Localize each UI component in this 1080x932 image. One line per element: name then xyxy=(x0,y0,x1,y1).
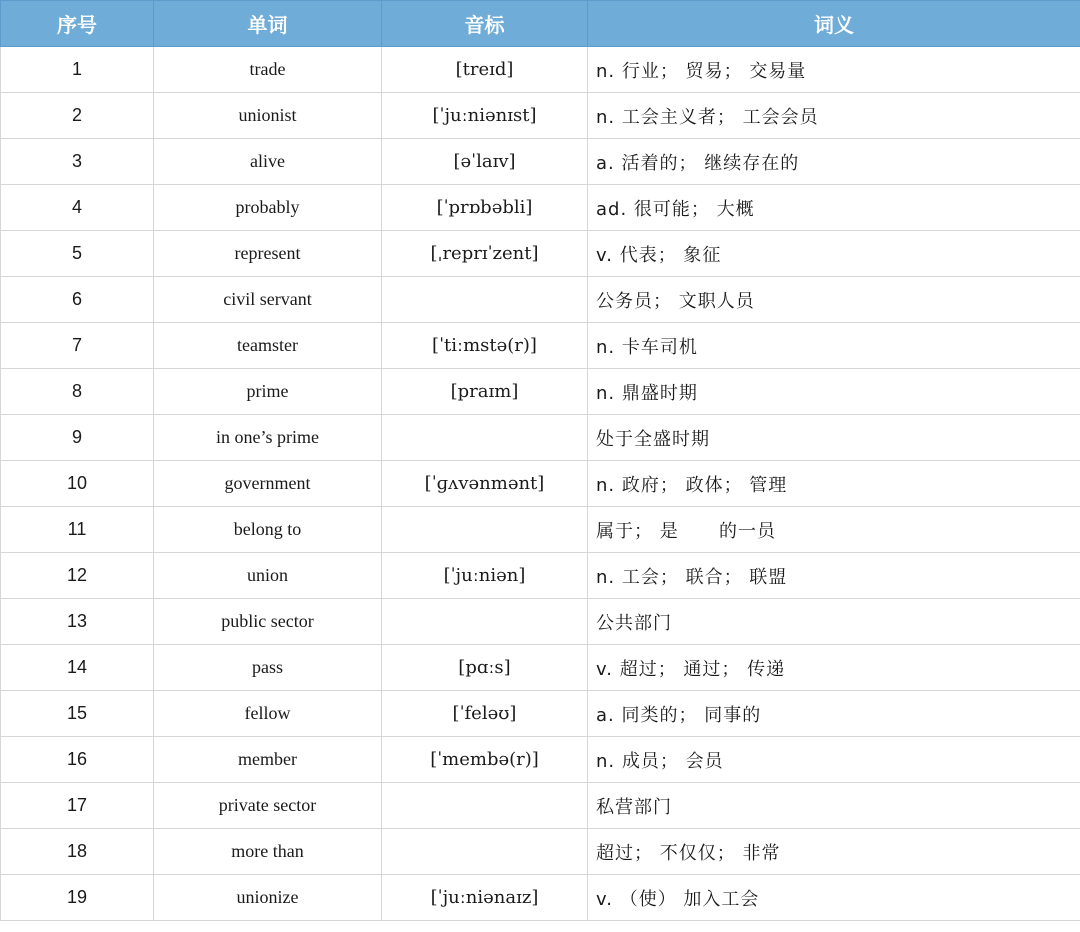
row-number: 9 xyxy=(1,415,154,461)
definition-cell: n. 政府； 政体； 管理 xyxy=(588,461,1080,507)
phonetic-cell: [ˈtiːmstə(r)] xyxy=(382,323,588,369)
row-number: 17 xyxy=(1,783,154,829)
definition-cell: n. 行业； 贸易； 交易量 xyxy=(588,47,1080,93)
word-cell: member xyxy=(154,737,382,783)
definition-cell: n. 鼎盛时期 xyxy=(588,369,1080,415)
word-cell: public sector xyxy=(154,599,382,645)
word-cell: trade xyxy=(154,47,382,93)
table-row xyxy=(1,277,1080,323)
phonetic-cell: [ˈmembə(r)] xyxy=(382,737,588,783)
word-cell: fellow xyxy=(154,691,382,737)
word-cell: government xyxy=(154,461,382,507)
table-row xyxy=(1,507,1080,553)
phonetic-cell: [ˈjuːniənaɪz] xyxy=(382,875,588,921)
phonetic-cell: [praɪm] xyxy=(382,369,588,415)
definition-cell: ad. 很可能； 大概 xyxy=(588,185,1080,231)
phonetic-cell: [əˈlaɪv] xyxy=(382,139,588,185)
phonetic-cell xyxy=(382,599,588,645)
word-cell: more than xyxy=(154,829,382,875)
row-number: 4 xyxy=(1,185,154,231)
word-cell: probably xyxy=(154,185,382,231)
definition-cell: 超过； 不仅仅； 非常 xyxy=(588,829,1080,875)
phonetic-cell: [ˈprɒbəbli] xyxy=(382,185,588,231)
word-cell: unionize xyxy=(154,875,382,921)
word-cell: union xyxy=(154,553,382,599)
row-number: 6 xyxy=(1,277,154,323)
phonetic-cell: [ˈjuːniən] xyxy=(382,553,588,599)
row-number: 14 xyxy=(1,645,154,691)
header-phonetic: 音标 xyxy=(382,1,588,47)
definition-cell: v. 超过； 通过； 传递 xyxy=(588,645,1080,691)
word-cell: represent xyxy=(154,231,382,277)
table-body xyxy=(1,47,1080,921)
row-number: 13 xyxy=(1,599,154,645)
phonetic-cell xyxy=(382,507,588,553)
table-row xyxy=(1,691,1080,737)
definition-cell: n. 工会主义者； 工会会员 xyxy=(588,93,1080,139)
row-number: 11 xyxy=(1,507,154,553)
header-row xyxy=(1,1,1080,47)
phonetic-cell: [ˈjuːniənɪst] xyxy=(382,93,588,139)
word-cell: pass xyxy=(154,645,382,691)
word-cell: private sector xyxy=(154,783,382,829)
definition-cell: 属于； 是 的一员 xyxy=(588,507,1080,553)
row-number: 5 xyxy=(1,231,154,277)
definition-cell: n. 成员； 会员 xyxy=(588,737,1080,783)
table-row xyxy=(1,645,1080,691)
row-number: 1 xyxy=(1,47,154,93)
row-number: 8 xyxy=(1,369,154,415)
word-cell: teamster xyxy=(154,323,382,369)
definition-cell: n. 工会； 联合； 联盟 xyxy=(588,553,1080,599)
phonetic-cell: [ˈfeləʊ] xyxy=(382,691,588,737)
table-row xyxy=(1,323,1080,369)
header-definition: 词义 xyxy=(588,1,1080,47)
table-row xyxy=(1,461,1080,507)
header-word: 单词 xyxy=(154,1,382,47)
definition-cell: a. 活着的； 继续存在的 xyxy=(588,139,1080,185)
table-row xyxy=(1,47,1080,93)
definition-cell: 私营部门 xyxy=(588,783,1080,829)
table-row xyxy=(1,783,1080,829)
table-row xyxy=(1,369,1080,415)
table-row xyxy=(1,185,1080,231)
word-cell: prime xyxy=(154,369,382,415)
definition-cell: 处于全盛时期 xyxy=(588,415,1080,461)
definition-cell: 公务员； 文职人员 xyxy=(588,277,1080,323)
header-number: 序号 xyxy=(1,1,154,47)
table-row xyxy=(1,829,1080,875)
row-number: 12 xyxy=(1,553,154,599)
phonetic-cell xyxy=(382,277,588,323)
phonetic-cell: [treɪd] xyxy=(382,47,588,93)
phonetic-cell: [ˌreprɪˈzent] xyxy=(382,231,588,277)
row-number: 2 xyxy=(1,93,154,139)
table-row xyxy=(1,553,1080,599)
table-row xyxy=(1,93,1080,139)
phonetic-cell xyxy=(382,829,588,875)
row-number: 10 xyxy=(1,461,154,507)
table-row xyxy=(1,139,1080,185)
phonetic-cell: [pɑːs] xyxy=(382,645,588,691)
definition-cell: n. 卡车司机 xyxy=(588,323,1080,369)
row-number: 7 xyxy=(1,323,154,369)
phonetic-cell xyxy=(382,415,588,461)
table-row xyxy=(1,415,1080,461)
word-cell: belong to xyxy=(154,507,382,553)
definition-cell: v. （使） 加入工会 xyxy=(588,875,1080,921)
table-row xyxy=(1,875,1080,921)
word-cell: civil servant xyxy=(154,277,382,323)
word-cell: unionist xyxy=(154,93,382,139)
row-number: 3 xyxy=(1,139,154,185)
word-cell: in one’s prime xyxy=(154,415,382,461)
table-row xyxy=(1,231,1080,277)
row-number: 18 xyxy=(1,829,154,875)
word-cell: alive xyxy=(154,139,382,185)
phonetic-cell xyxy=(382,783,588,829)
definition-cell: a. 同类的； 同事的 xyxy=(588,691,1080,737)
table-header xyxy=(1,1,1080,47)
phonetic-cell: [ˈɡʌvənmənt] xyxy=(382,461,588,507)
row-number: 16 xyxy=(1,737,154,783)
table-row xyxy=(1,737,1080,783)
definition-cell: 公共部门 xyxy=(588,599,1080,645)
definition-cell: v. 代表； 象征 xyxy=(588,231,1080,277)
row-number: 15 xyxy=(1,691,154,737)
table-row xyxy=(1,599,1080,645)
row-number: 19 xyxy=(1,875,154,921)
